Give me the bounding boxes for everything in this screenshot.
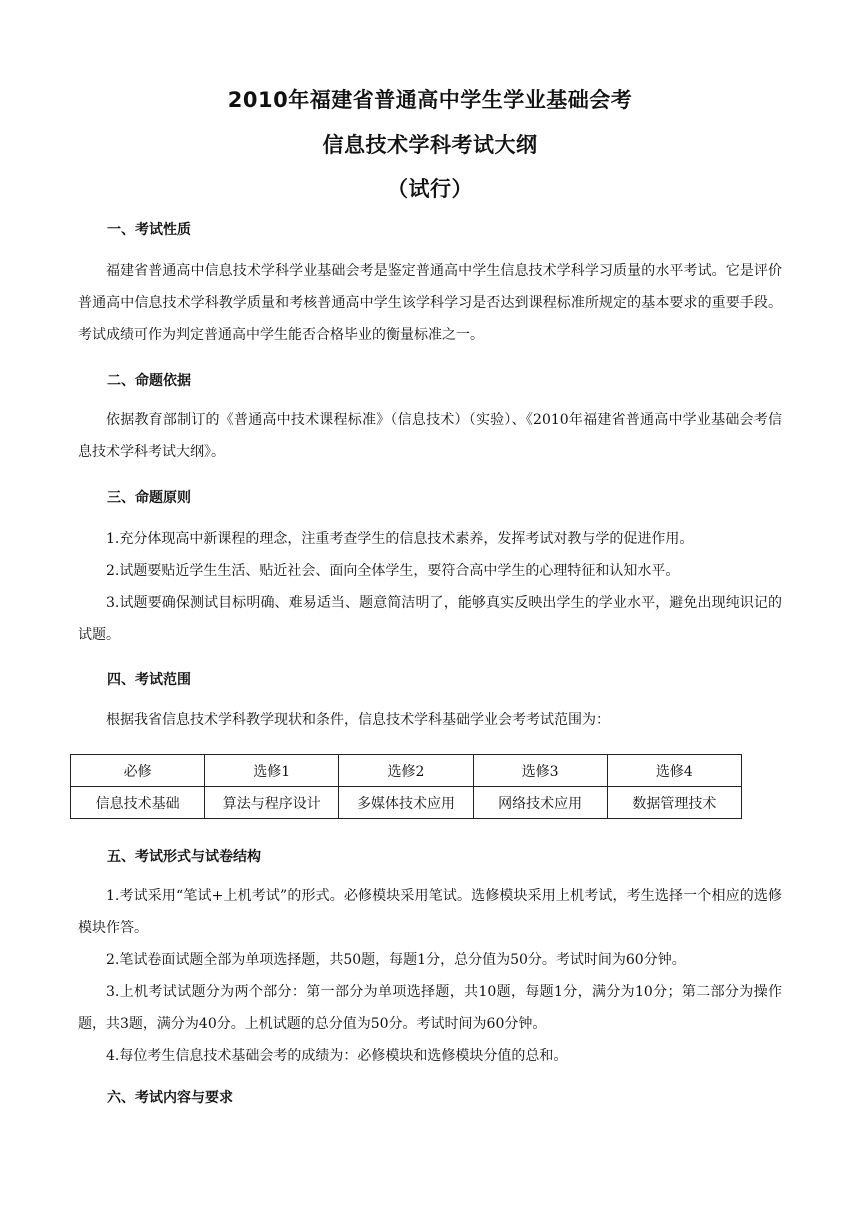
format-item: 2.笔试卷面试题全部为单项选择题，共50题，每题1分，总分值为50分。考试时间为60分钟。 <box>106 952 686 968</box>
scope-table <box>70 754 742 819</box>
table-header-cell: 选修4 <box>607 755 741 787</box>
table-header-cell: 选修2 <box>339 755 473 787</box>
table-row <box>71 787 742 819</box>
format-item: 3.上机考试试题分为两个部分：第一部分为单项选择题，共10题，每题1分，满分为10分；第二部分为操作题，共3题，满分为40分。上机试题的总分值为50分。考试时间为60分钟。 <box>78 984 782 1032</box>
principle-item: 3.试题要确保测试目标明确、难易适当、题意简洁明了，能够真实反映出学生的学业水平，避免出现纯识记的试题。 <box>78 595 782 643</box>
format-item: 4.每位考生信息技术基础会考的成绩为：必修模块和选修模块分值的总和。 <box>106 1048 568 1064</box>
table-cell: 网络技术应用 <box>473 787 607 819</box>
table-header-cell: 必修 <box>71 755 205 787</box>
table-cell: 算法与程序设计 <box>205 787 339 819</box>
format-item: 1.考试采用“笔试+上机考试”的形式。必修模块采用笔试。选修模块采用上机考试，考生选择一个相应的选修模块作答。 <box>78 888 782 936</box>
section-heading-scope: 四、考试范围 <box>107 672 191 688</box>
doc-title-line3: （试行） <box>387 177 473 201</box>
section-heading-basis: 二、命题依据 <box>107 373 191 389</box>
section-heading-nature: 一、考试性质 <box>107 222 191 238</box>
table-cell: 数据管理技术 <box>607 787 741 819</box>
doc-title-line2: 信息技术学科考试大纲 <box>322 133 538 157</box>
table-row <box>71 755 742 787</box>
doc-title-line1: 2010年福建省普通高中学生学业基础会考 <box>227 88 633 112</box>
table-header-cell: 选修1 <box>205 755 339 787</box>
section-heading-content: 六、考试内容与要求 <box>107 1090 233 1106</box>
principle-item: 2.试题要贴近学生生活、贴近社会、面向全体学生，要符合高中学生的心理特征和认知水平。 <box>106 563 680 579</box>
principle-item: 1.充分体现高中新课程的理念，注重考查学生的信息技术素养，发挥考试对教与学的促进作用。 <box>106 531 694 547</box>
section-paragraph: 根据我省信息技术学科教学现状和条件，信息技术学科基础学业会考考试范围为： <box>106 712 610 728</box>
section-paragraph: 依据教育部制订的《普通高中技术课程标准》（信息技术）（实验）、《2010年福建省普通高中学业基础会考信息技术学科考试大纲》。 <box>78 412 782 460</box>
table-cell: 多媒体技术应用 <box>339 787 473 819</box>
section-heading-principles: 三、命题原则 <box>107 490 191 506</box>
section-heading-format: 五、考试形式与试卷结构 <box>107 849 261 865</box>
table-header-cell: 选修3 <box>473 755 607 787</box>
section-paragraph: 福建省普通高中信息技术学科学业基础会考是鉴定普通高中学生信息技术学科学习质量的水平考试。它是评价普通高中信息技术学科教学质量和考核普通高中学生该学科学习是否达到课程标准所规定的基本要求的重要手段。考试成绩可作为判定普通高中学生能否合格毕业的衡量标准之一。 <box>78 263 782 343</box>
table-cell: 信息技术基础 <box>71 787 205 819</box>
